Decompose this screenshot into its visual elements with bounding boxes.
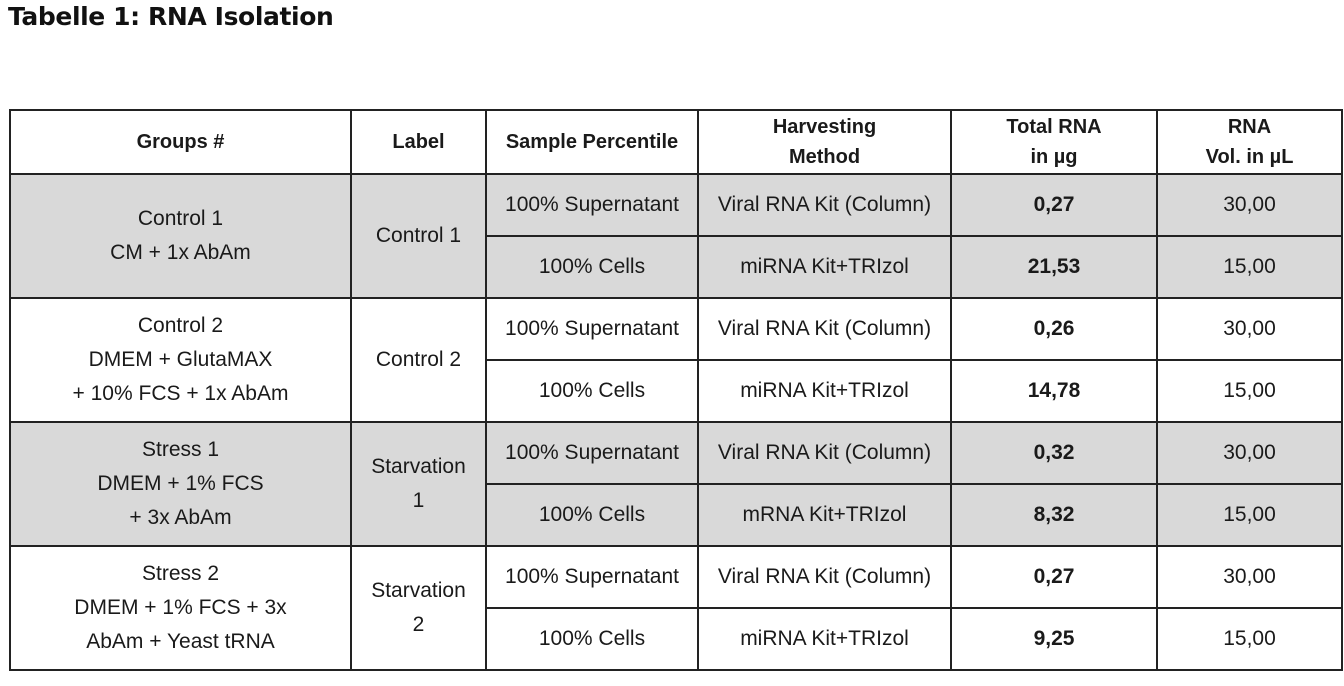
label-line: 1: [412, 489, 425, 512]
rna-volume-cell: 15,00: [1157, 236, 1342, 298]
label-line: Starvation: [371, 579, 466, 602]
table-body: [10, 174, 1342, 670]
label-cell: [351, 298, 486, 422]
sample-percentile-cell: 100% Supernatant: [486, 174, 698, 236]
total-rna-cell: 0,27: [951, 546, 1157, 608]
total-rna-cell: 21,53: [951, 236, 1157, 298]
rna-volume-cell: 30,00: [1157, 298, 1342, 360]
harvesting-method-cell: miRNA Kit+TRIzol: [698, 360, 951, 422]
rna-volume-cell: 30,00: [1157, 422, 1342, 484]
rna-volume-cell: 30,00: [1157, 546, 1342, 608]
group-cell: [10, 546, 351, 670]
label-cell: [351, 174, 486, 298]
group-line: + 3x AbAm: [129, 506, 232, 529]
harvesting-method-cell: Viral RNA Kit (Column): [698, 546, 951, 608]
rna-volume-cell: 15,00: [1157, 360, 1342, 422]
header-groups: Groups #: [10, 110, 351, 174]
group-cell: [10, 174, 351, 298]
sample-percentile-cell: 100% Cells: [486, 360, 698, 422]
header-harvesting-line-2: Method: [788, 146, 861, 168]
label-line: 2: [412, 613, 425, 636]
harvesting-method-cell: Viral RNA Kit (Column): [698, 422, 951, 484]
group-line: Control 1: [137, 207, 224, 230]
header-volume-line-2: Vol. in µL: [1205, 146, 1294, 168]
group-line: Stress 1: [141, 438, 220, 461]
group-line: DMEM + 1% FCS + 3x: [74, 596, 287, 619]
group-line: + 10% FCS + 1x AbAm: [72, 382, 289, 405]
header-total-rna: [951, 110, 1157, 174]
total-rna-cell: 14,78: [951, 360, 1157, 422]
header-volume-line-1: RNA: [1227, 116, 1272, 138]
header-rna-volume: [1157, 110, 1342, 174]
label-line: Control 2: [375, 348, 462, 371]
total-rna-cell: 9,25: [951, 608, 1157, 670]
header-sample-percentile: Sample Percentile: [486, 110, 698, 174]
total-rna-cell: 0,27: [951, 174, 1157, 236]
table-row: [10, 422, 1342, 484]
harvesting-method-cell: Viral RNA Kit (Column): [698, 174, 951, 236]
group-line: CM + 1x AbAm: [110, 241, 251, 264]
total-rna-cell: 0,32: [951, 422, 1157, 484]
sample-percentile-cell: 100% Cells: [486, 484, 698, 546]
table-title: Tabelle 1: RNA Isolation: [8, 2, 334, 31]
rna-isolation-table: [9, 109, 1343, 671]
rna-volume-cell: 15,00: [1157, 608, 1342, 670]
group-line: Control 2: [137, 314, 224, 337]
header-total-line-2: in µg: [1030, 146, 1078, 168]
sample-percentile-cell: 100% Supernatant: [486, 546, 698, 608]
sample-percentile-cell: 100% Supernatant: [486, 298, 698, 360]
harvesting-method-cell: mRNA Kit+TRIzol: [698, 484, 951, 546]
rna-volume-cell: 15,00: [1157, 484, 1342, 546]
sample-percentile-cell: 100% Supernatant: [486, 422, 698, 484]
total-rna-cell: 0,26: [951, 298, 1157, 360]
harvesting-method-cell: miRNA Kit+TRIzol: [698, 236, 951, 298]
rna-volume-cell: 30,00: [1157, 174, 1342, 236]
label-cell: [351, 546, 486, 670]
sample-percentile-cell: 100% Cells: [486, 236, 698, 298]
harvesting-method-cell: Viral RNA Kit (Column): [698, 298, 951, 360]
header-total-line-1: Total RNA: [1006, 116, 1102, 138]
group-line: Stress 2: [141, 562, 220, 585]
group-line: DMEM + 1% FCS: [97, 472, 264, 495]
group-cell: [10, 298, 351, 422]
total-rna-cell: 8,32: [951, 484, 1157, 546]
label-line: Control 1: [375, 224, 462, 247]
label-cell: [351, 422, 486, 546]
group-cell: [10, 422, 351, 546]
harvesting-method-cell: miRNA Kit+TRIzol: [698, 608, 951, 670]
table-row: [10, 546, 1342, 608]
table-row: [10, 298, 1342, 360]
group-line: AbAm + Yeast tRNA: [86, 630, 275, 653]
header-harvesting-line-1: Harvesting: [772, 116, 877, 138]
header-harvesting-method: [698, 110, 951, 174]
header-row: [10, 110, 1342, 174]
table-row: [10, 174, 1342, 236]
group-line: DMEM + GlutaMAX: [88, 348, 273, 371]
sample-percentile-cell: 100% Cells: [486, 608, 698, 670]
label-line: Starvation: [371, 455, 466, 478]
header-label: Label: [351, 110, 486, 174]
